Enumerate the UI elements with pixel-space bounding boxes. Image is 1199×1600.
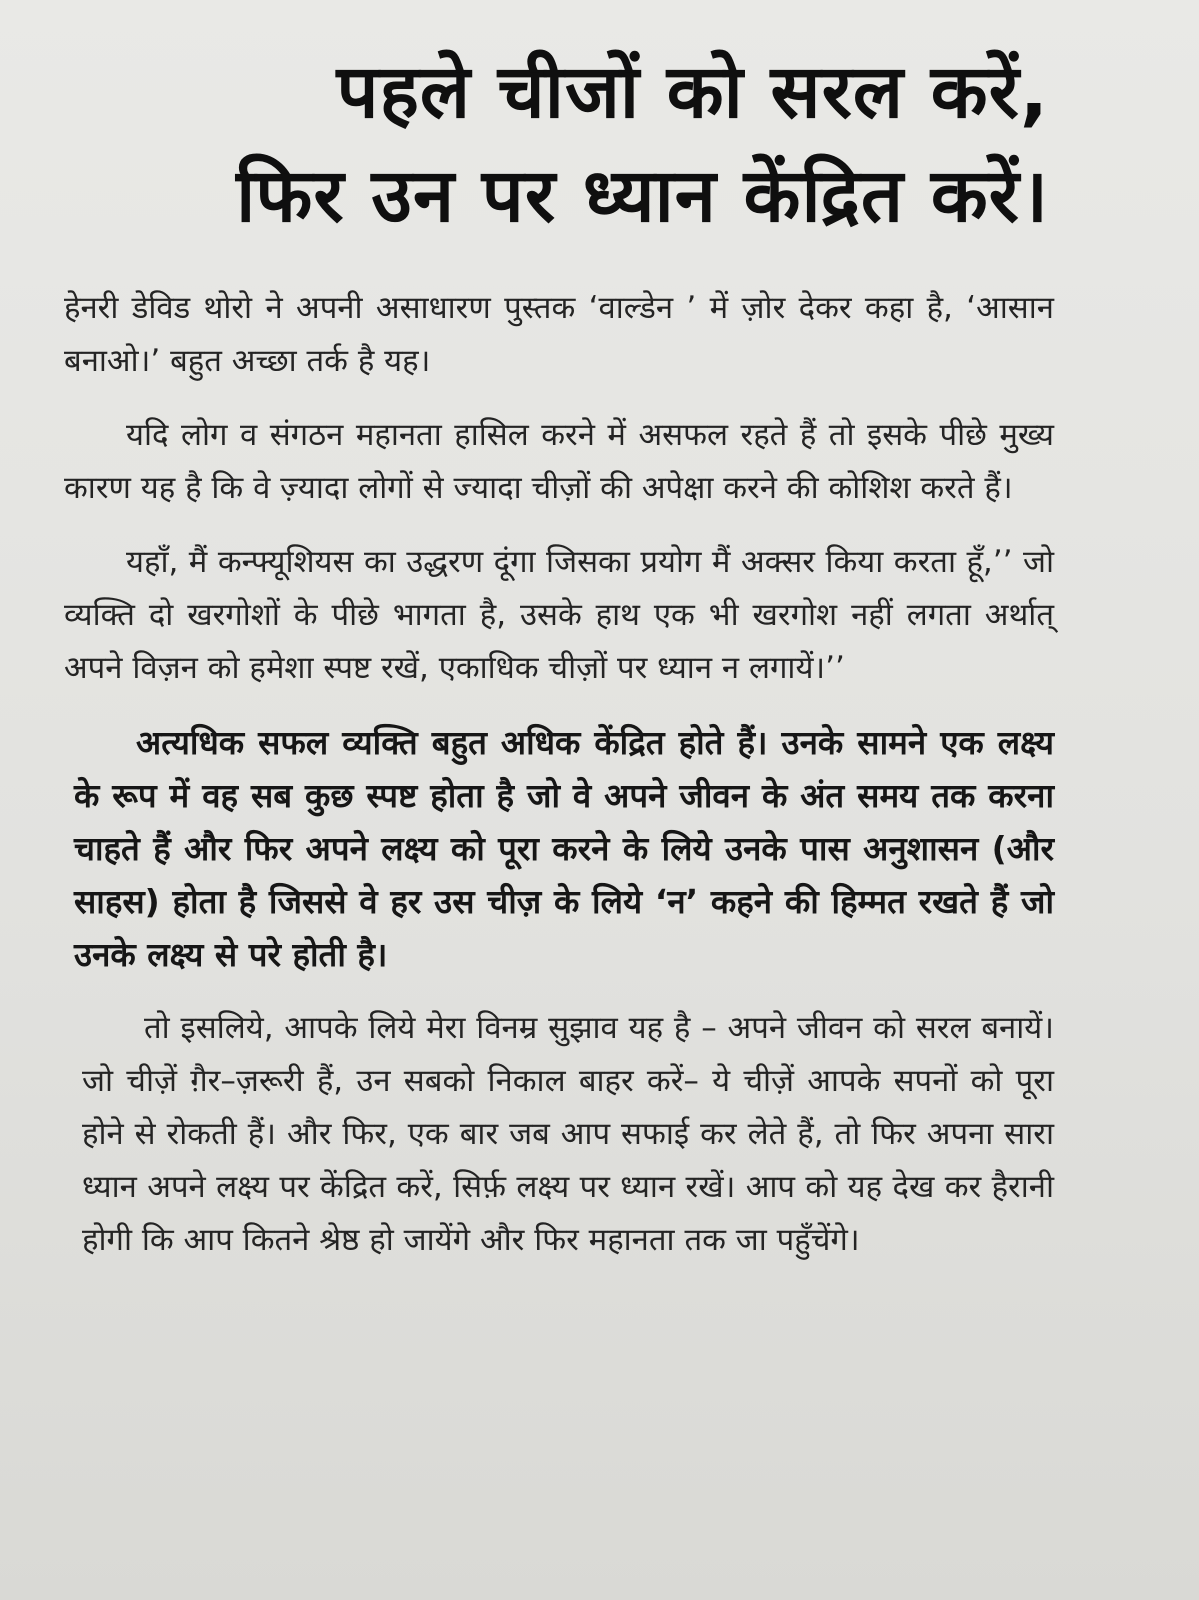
paragraph-suggestion: तो इसलिये, आपके लिये मेरा विनम्र सुझाव यह है – अपने जीवन को सरल बनायें। जो चीज़ें ग़ैर–ज़रूरी हैं, उन सबको निकाल बाहर करें– ये चीज़ें आपके सपनों को पूरा होने से रोकती हैं। और फिर, एक बार जब आप सफाई कर लेते हैं, तो फिर अपना सारा ध्यान अपने लक्ष्य पर केंद्रित करें, सिर्फ़ लक्ष्य पर ध्यान रखें। आप को यह देख कर हैरानी होगी कि आप कितने श्रेष्ठ हो जायेंगे और फिर महानता तक जा पहुँचेंगे। (82, 1010, 1054, 1258)
chapter-title-line-2: फिर उन पर ध्यान केंद्रित करें। (236, 153, 1049, 239)
paragraph-successful-people: अत्यधिक सफल व्यक्ति बहुत अधिक केंद्रित होते हैं। उनके सामने एक लक्ष्य के रूप में वह सब कुछ स्पष्ट होता है जो वे अपने जीवन के अंत समय तक करना चाहते हैं और फिर अपने लक्ष्य को पूरा करने के लिये उनके पास अनुशासन (और साहस) होता है जिससे वे हर उस चीज़ के लिये ‘न’ कहने की हिम्मत रखते हैं जो उनके लक्ष्य से परे होती है। (74, 723, 1054, 974)
paragraph-organizations: यदि लोग व संगठन महानता हासिल करने में असफल रहते हैं तो इसके पीछे मुख्य कारण यह है कि वे ज़्यादा लोगों से ज्यादा चीज़ों की अपेक्षा करने की कोशिश करते हैं। (64, 417, 1054, 506)
paragraph-confucius-quote: यहाँ, मैं कन्फ्यूशियस का उद्धरण दूंगा जिसका प्रयोग मैं अक्सर किया करता हूँ,’’ जो व्यक्ति दो खरगोशों के पीछे भागता है, उसके हाथ एक भी खरगोश नहीं लगता अर्थात् अपने विज़न को हमेशा स्पष्ट रखें, एकाधिक चीज़ों पर ध्यान न लगायें।’’ (64, 544, 1054, 686)
chapter-title (149, 40, 1049, 248)
body-text (64, 282, 1054, 1267)
chapter-title-line-1: पहले चीजों को सरल करें, (336, 49, 1049, 135)
paragraph-thoreau: हेनरी डेविड थोरो ने अपनी असाधारण पुस्तक ‘वाल्डेन ’ में ज़ोर देकर कहा है, ‘आसान बनाओ।’ बहुत अच्छा तर्क है यह। (64, 290, 1054, 379)
